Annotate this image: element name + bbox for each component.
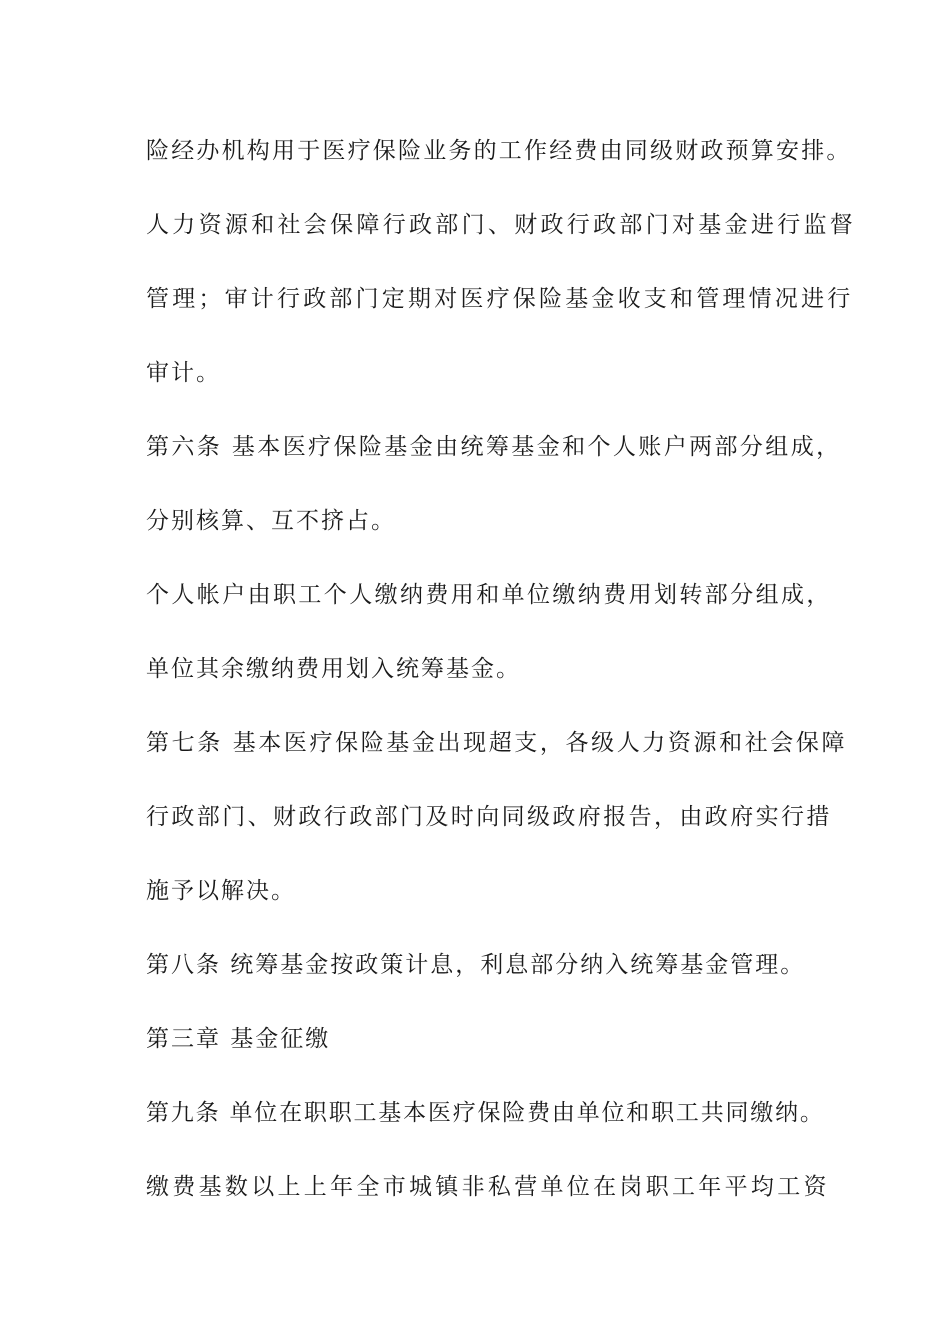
- text-line: 个人帐户由职工个人缴纳费用和单位缴纳费用划转部分组成，: [146, 582, 832, 608]
- chapter-heading: 第三章 基金征缴: [146, 1026, 331, 1052]
- text-line: 缴费基数以上上年全市城镇非私营单位在岗职工年平均工资: [146, 1174, 830, 1200]
- text-line: 险经办机构用于医疗保险业务的工作经费由同级财政预算安排。: [146, 138, 852, 164]
- text-line: 行政部门、财政行政部门及时向同级政府报告，由政府实行措: [146, 804, 832, 830]
- article-6-line: 第六条 基本医疗保险基金由统筹基金和个人账户两部分组成，: [146, 434, 842, 460]
- text-line: 管理；审计行政部门定期对医疗保险基金收支和管理情况进行: [146, 286, 854, 312]
- text-line: 分别核算、互不挤占。: [146, 508, 396, 534]
- text-line: 施予以解决。: [146, 878, 296, 904]
- text-line: 审计。: [146, 360, 221, 386]
- text-line: 人力资源和社会保障行政部门、财政行政部门对基金进行监督: [146, 212, 857, 238]
- text-line: 单位其余缴纳费用划入统筹基金。: [146, 656, 521, 682]
- article-7-line: 第七条 基本医疗保险基金出现超支，各级人力资源和社会保障: [146, 730, 848, 756]
- article-8-line: 第八条 统筹基金按政策计息，利息部分纳入统筹基金管理。: [146, 952, 806, 978]
- article-9-line: 第九条 单位在职职工基本医疗保险费由单位和职工共同缴纳。: [146, 1100, 825, 1126]
